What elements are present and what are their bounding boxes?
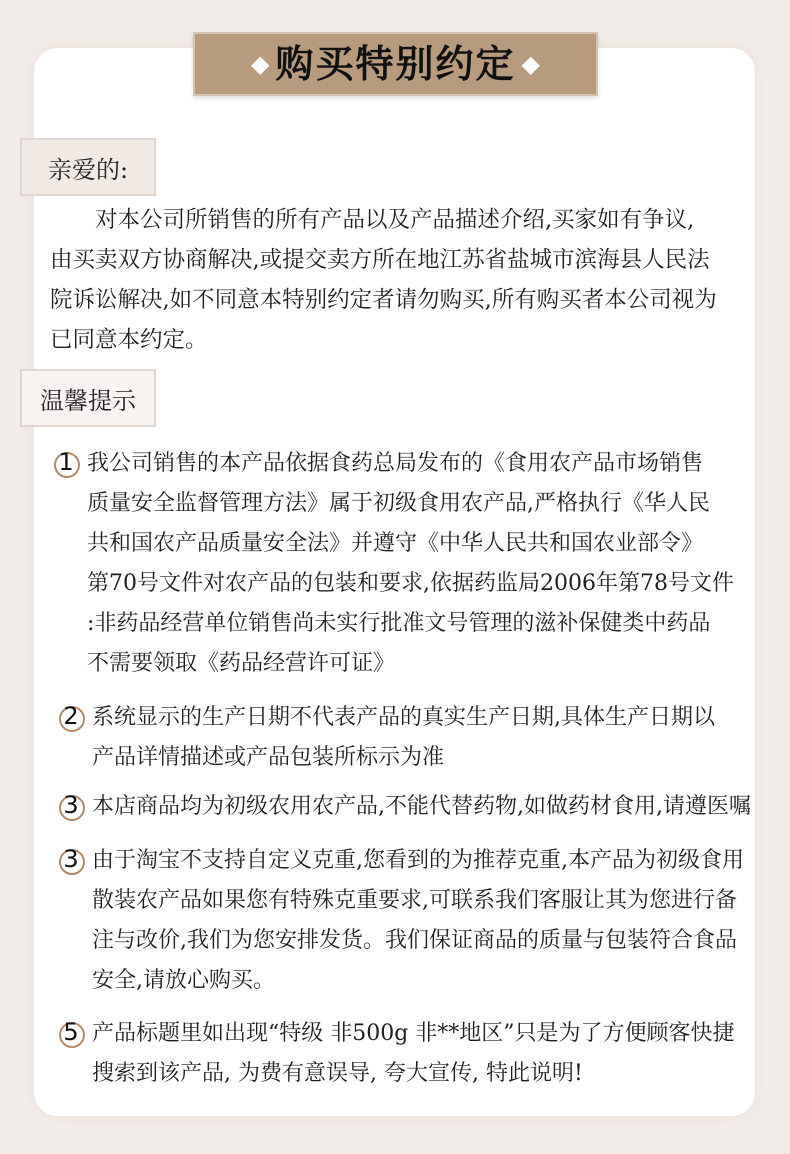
tip-item [59,841,759,1001]
intro-paragraph: 对本公司所销售的所有产品以及产品描述介绍,买家如有争议, 由买卖双方协商解决,或提交卖方所在地江苏省盐城市滨海县人民法 院诉讼解决,如不同意本特别约定者请勿购买,所有购买者本公司视为 已同意本约定。 [50,207,717,353]
page-title: 购买特别约定 [275,41,516,86]
tip-text: 系统显示的生产日期不代表产品的真实生产日期,具体生产日期以 产品详情描述或产品包装所标示为准 [92,705,715,770]
tip-number-badge: 1 [54,452,80,478]
diamond-ornament-icon: ◆ [251,50,270,78]
tip-text: 产品标题里如出现“特级 非500g 非**地区”只是为了方便顾客快捷 搜索到该产品, 为费有意误导, 夸大宣传, 特此说明! [92,1021,735,1086]
tip-text: 由于淘宝不支持自定义克重,您看到的为推荐克重,本产品为初级食用 散装农产品如果您有特殊克重要求,可联系我们客服让其为您进行备 注与改价,我们为您安排发货。我们保证商品的质量与包装符合食品 安全,请放心购买。 [92,848,744,993]
tip-number-badge: 5 [59,1022,85,1048]
tip-text: 本店商品均为初级农用农产品,不能代替药物,如做药材食用,请遵医嘱 [92,794,751,819]
title-banner [193,32,598,96]
tip-item [59,698,759,778]
tips-label: 温馨提示 [20,369,156,427]
greeting-label: 亲爱的: [20,138,156,196]
tip-text: 我公司销售的本产品依据食药总局发布的《食用农产品市场销售 质量安全监督管理方法》属于初级食用农产品,严格执行《华人民 共和国农产品质量安全法》并遵守《中华人民共和国农业部令》 第70号文件对农产品的包装和要求,依据药监局2006年第78号文件 :非药品经营单位销售尚未实行批准文号管理的滋补保健类中药品 不需要领取《药品经营许可证》 [87,451,734,676]
tip-item [59,787,759,827]
diamond-ornament-icon: ◆ [521,50,540,78]
tip-item [59,1014,759,1094]
tip-number-badge: 3 [59,795,85,821]
tip-number-badge: 3 [59,849,85,875]
tip-number-badge: 2 [59,706,85,732]
tip-item [54,444,754,684]
